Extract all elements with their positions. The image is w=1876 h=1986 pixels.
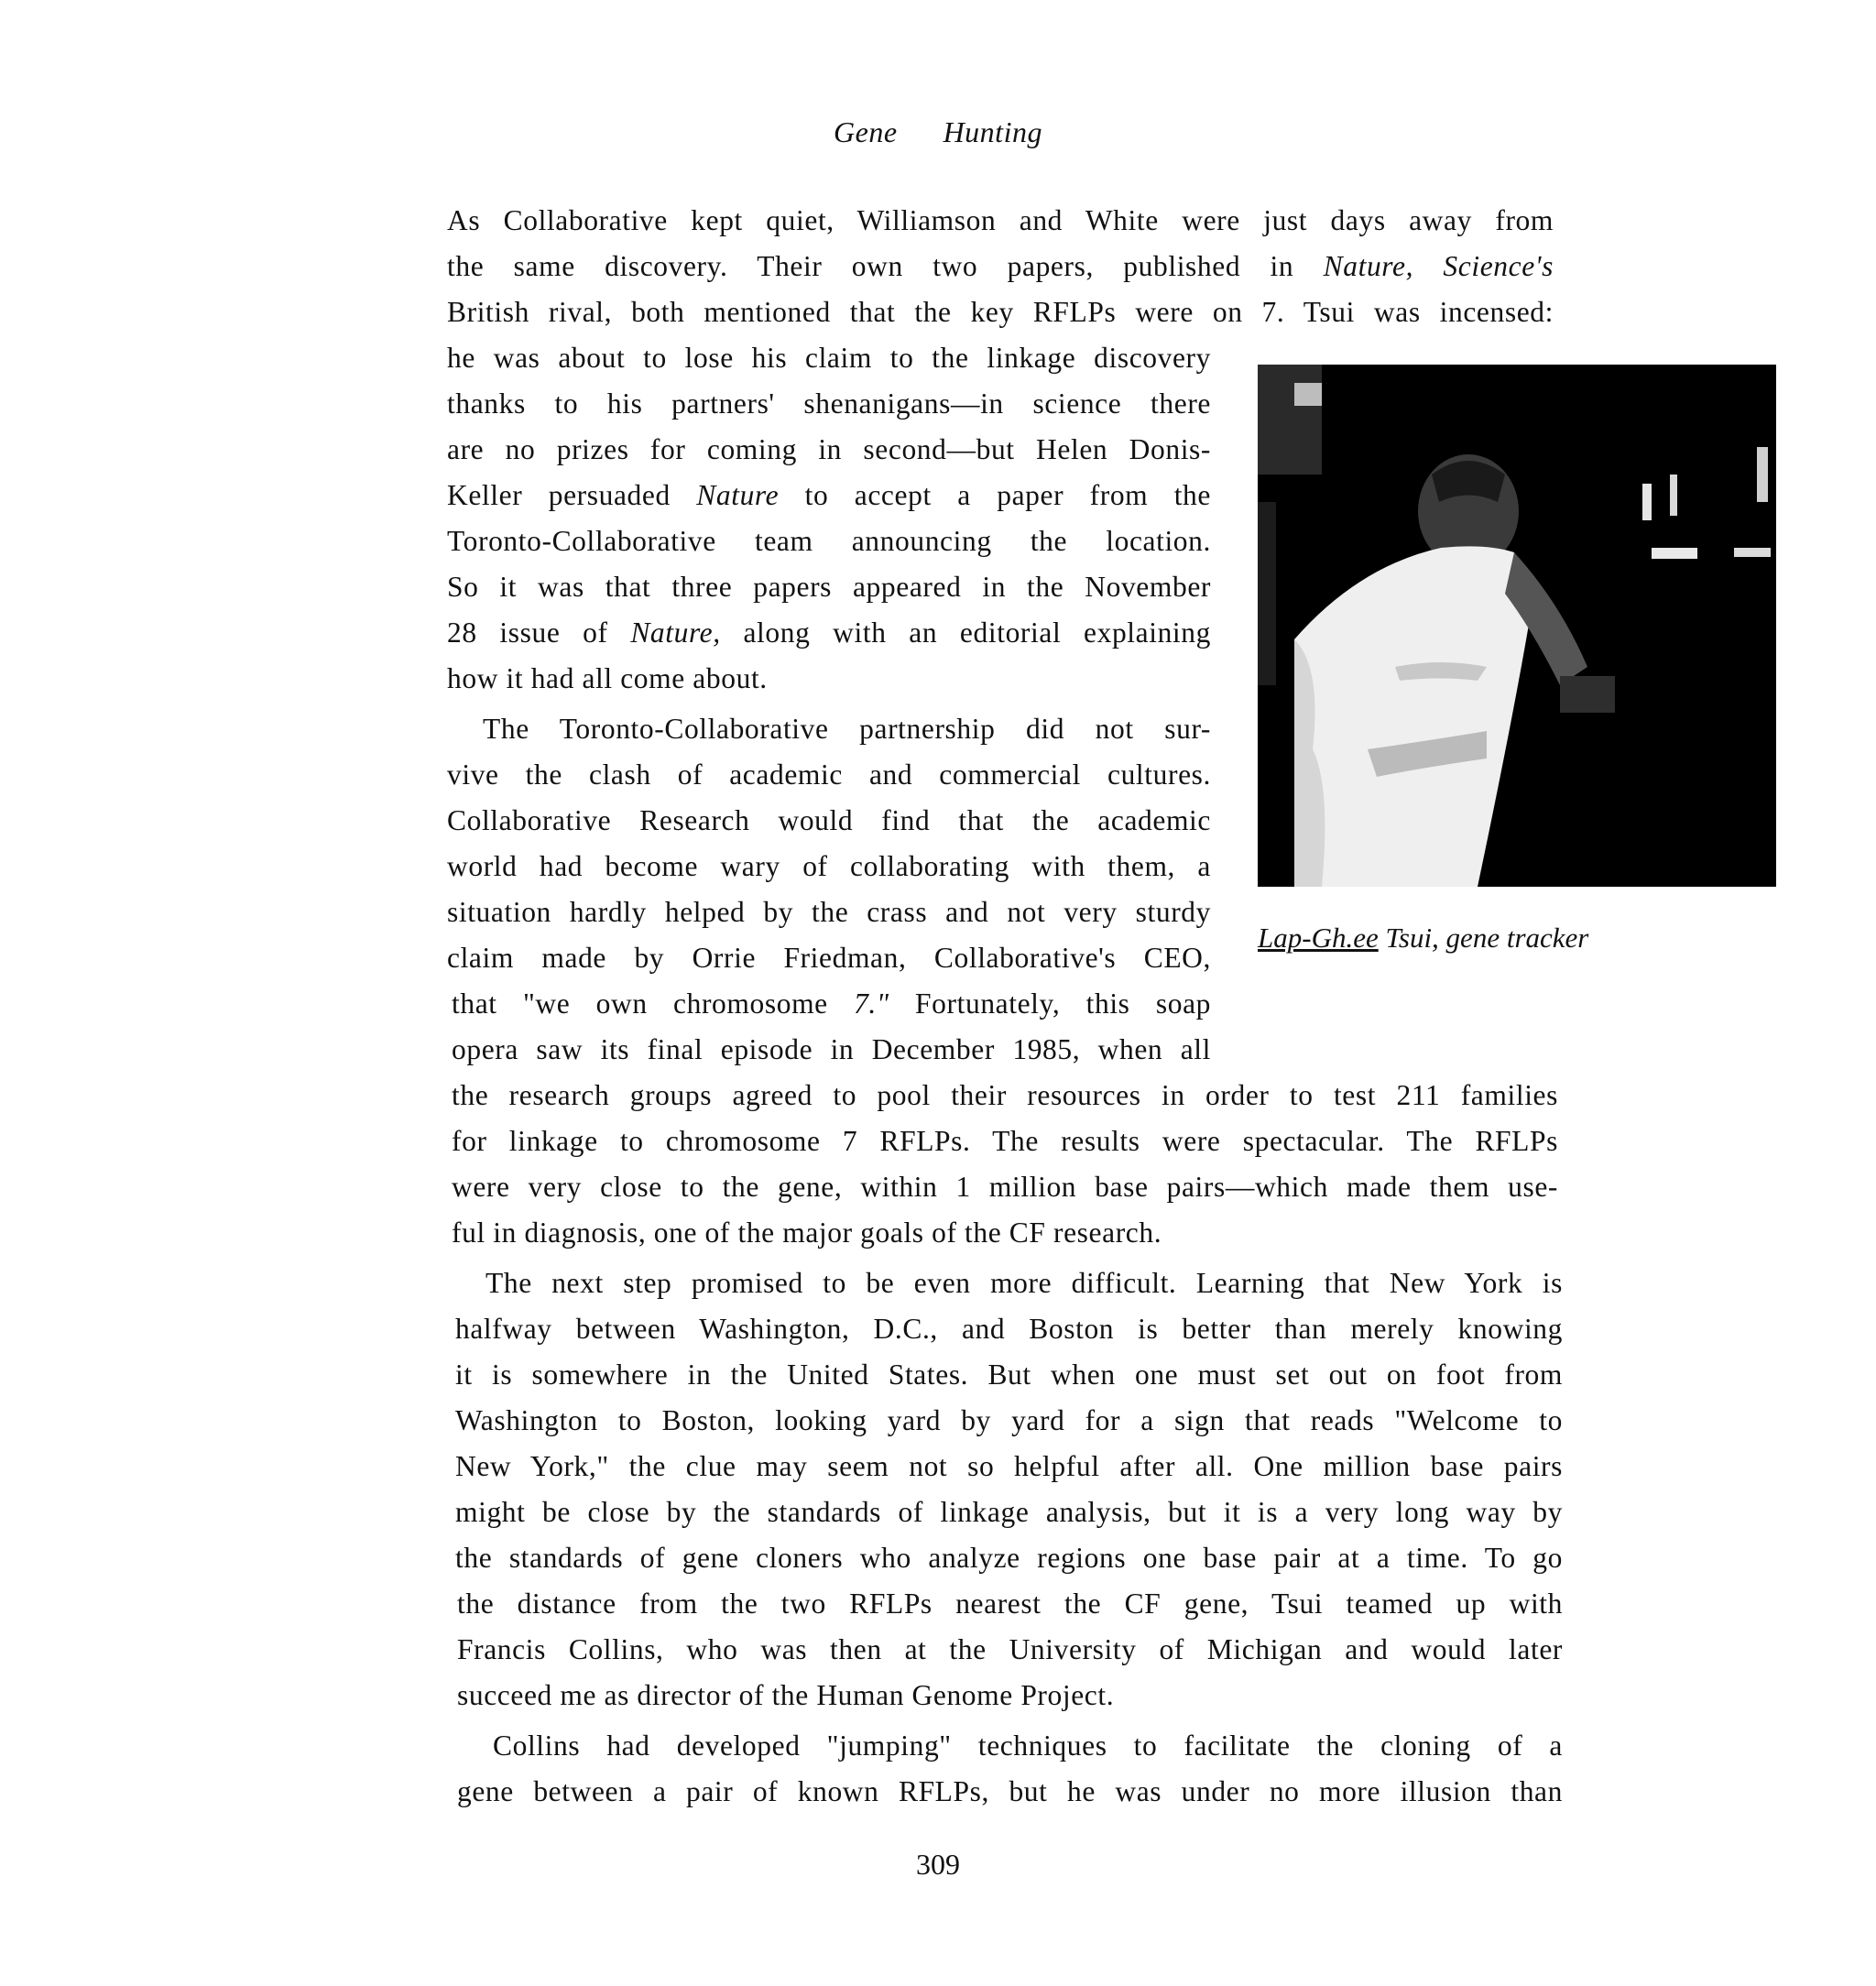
running-head (0, 115, 1876, 149)
caption-name: Lap-Gh.ee (1258, 922, 1379, 954)
text-run: gene between a pair of known RFLPs, but he was under no more illusion than (457, 1775, 1563, 1807)
italic-run: Nature, Science's (1323, 250, 1554, 282)
text-line (457, 1586, 1563, 1622)
text-run: the same discovery. Their own two papers, published in (447, 250, 1324, 282)
text-run: Francis Collins, who was then at the University of Michigan and would later (457, 1633, 1563, 1665)
text-run: claim made by Orrie Friedman, Collaborative's CEO, (447, 942, 1211, 974)
text-line (485, 1265, 1563, 1302)
text-line (455, 1494, 1563, 1531)
text-run: the standards of gene cloners who analyze regions one base pair at a time. To go (455, 1542, 1563, 1574)
text-run: Fortunately, this soap (889, 988, 1212, 1020)
text-line (455, 1311, 1563, 1348)
photo-image (1258, 365, 1776, 887)
text-run: Toronto-Collaborative team announcing the location. (447, 525, 1211, 557)
text-line (455, 1448, 1563, 1485)
text-line (457, 1631, 1563, 1668)
text-line (447, 757, 1211, 793)
text-run: he was about to lose his claim to the linkage discovery (447, 342, 1211, 374)
text-run: thanks to his partners' shenanigans—in science there (447, 387, 1211, 420)
text-line (447, 569, 1211, 606)
text-line (455, 1357, 1563, 1393)
text-run: the distance from the two RFLPs nearest the CF gene, Tsui teamed up with (457, 1588, 1563, 1620)
text-run: along with an editorial explaining (720, 617, 1211, 649)
text-line (452, 1215, 1558, 1251)
text-line (447, 940, 1211, 977)
text-line (447, 340, 1211, 376)
text-line (457, 1677, 1563, 1714)
running-head-word-2: Hunting (943, 115, 1042, 148)
page-number: 309 (916, 1848, 960, 1881)
text-line (452, 986, 1211, 1022)
portrait-photo (1258, 365, 1776, 887)
text-line (452, 1031, 1211, 1068)
caption-text: Tsui, gene tracker (1378, 922, 1589, 954)
text-run: how it had all come about. (447, 662, 768, 694)
text-line (447, 894, 1211, 931)
text-run: to accept a paper from the (779, 479, 1211, 511)
text-line (447, 660, 1211, 697)
text-line (483, 711, 1211, 747)
text-run: Collins had developed "jumping" techniques to facilitate the cloning of a (493, 1730, 1563, 1762)
text-run: succeed me as director of the Human Genome Project. (457, 1679, 1115, 1711)
text-run: The Toronto-Collaborative partnership did not sur- (483, 713, 1211, 745)
text-line (493, 1728, 1563, 1764)
running-head-word-1: Gene (834, 115, 898, 148)
text-run: Collaborative Research would find that the academic (447, 804, 1211, 836)
text-line (447, 802, 1211, 839)
text-run: So it was that three papers appeared in the November (447, 571, 1211, 603)
text-run: that "we own chromosome (452, 988, 855, 1020)
text-run: are no prizes for coming in second—but Helen Donis- (447, 433, 1211, 465)
text-line (452, 1077, 1558, 1114)
text-line (447, 386, 1211, 422)
italic-run: 7." (854, 988, 889, 1020)
text-line (447, 248, 1554, 285)
text-run: might be close by the standards of linkage analysis, but it is a very long way by (455, 1496, 1563, 1528)
text-line (447, 523, 1211, 560)
text-run: Washington to Boston, looking yard by yard for a sign that reads "Welcome to (455, 1404, 1563, 1436)
text-run: opera saw its final episode in December 1985, when all (452, 1033, 1211, 1065)
text-line (447, 615, 1211, 651)
text-run: world had become wary of collaborating with them, a (447, 850, 1211, 882)
text-run: the research groups agreed to pool their resources in order to test 211 families (452, 1079, 1558, 1111)
text-run: The next step promised to be even more difficult. Learning that New York is (485, 1267, 1563, 1299)
text-run: for linkage to chromosome 7 RFLPs. The results were spectacular. The RFLPs (452, 1125, 1558, 1157)
text-run: halfway between Washington, D.C., and Boston is better than merely knowing (455, 1313, 1563, 1345)
text-line (447, 202, 1554, 239)
text-run: As Collaborative kept quiet, Williamson and White were just days away from (447, 204, 1554, 236)
text-run: were very close to the gene, within 1 million base pairs—which made them use- (452, 1171, 1558, 1203)
text-run: situation hardly helped by the crass and not very sturdy (447, 896, 1211, 928)
text-line (447, 294, 1554, 331)
text-run: ful in diagnosis, one of the major goals of the CF research. (452, 1217, 1162, 1249)
text-line (452, 1123, 1558, 1160)
photo-caption (1258, 922, 1588, 955)
text-run: New York," the clue may seem not so helpful after all. One million base pairs (455, 1450, 1563, 1482)
text-run: it is somewhere in the United States. But when one must set out on foot from (455, 1359, 1563, 1391)
text-run: 28 issue of (447, 617, 631, 649)
text-line (447, 431, 1211, 468)
text-line (455, 1402, 1563, 1439)
text-line (457, 1773, 1563, 1810)
text-run: British rival, both mentioned that the key RFLPs were on 7. Tsui was incensed: (447, 296, 1554, 328)
text-run: vive the clash of academic and commercial cultures. (447, 758, 1211, 791)
italic-run: Nature, (630, 617, 721, 649)
text-line (455, 1540, 1563, 1577)
text-run: Keller persuaded (447, 479, 697, 511)
text-line (447, 848, 1211, 885)
text-line (452, 1169, 1558, 1206)
italic-run: Nature (696, 479, 780, 511)
text-line (447, 477, 1211, 514)
